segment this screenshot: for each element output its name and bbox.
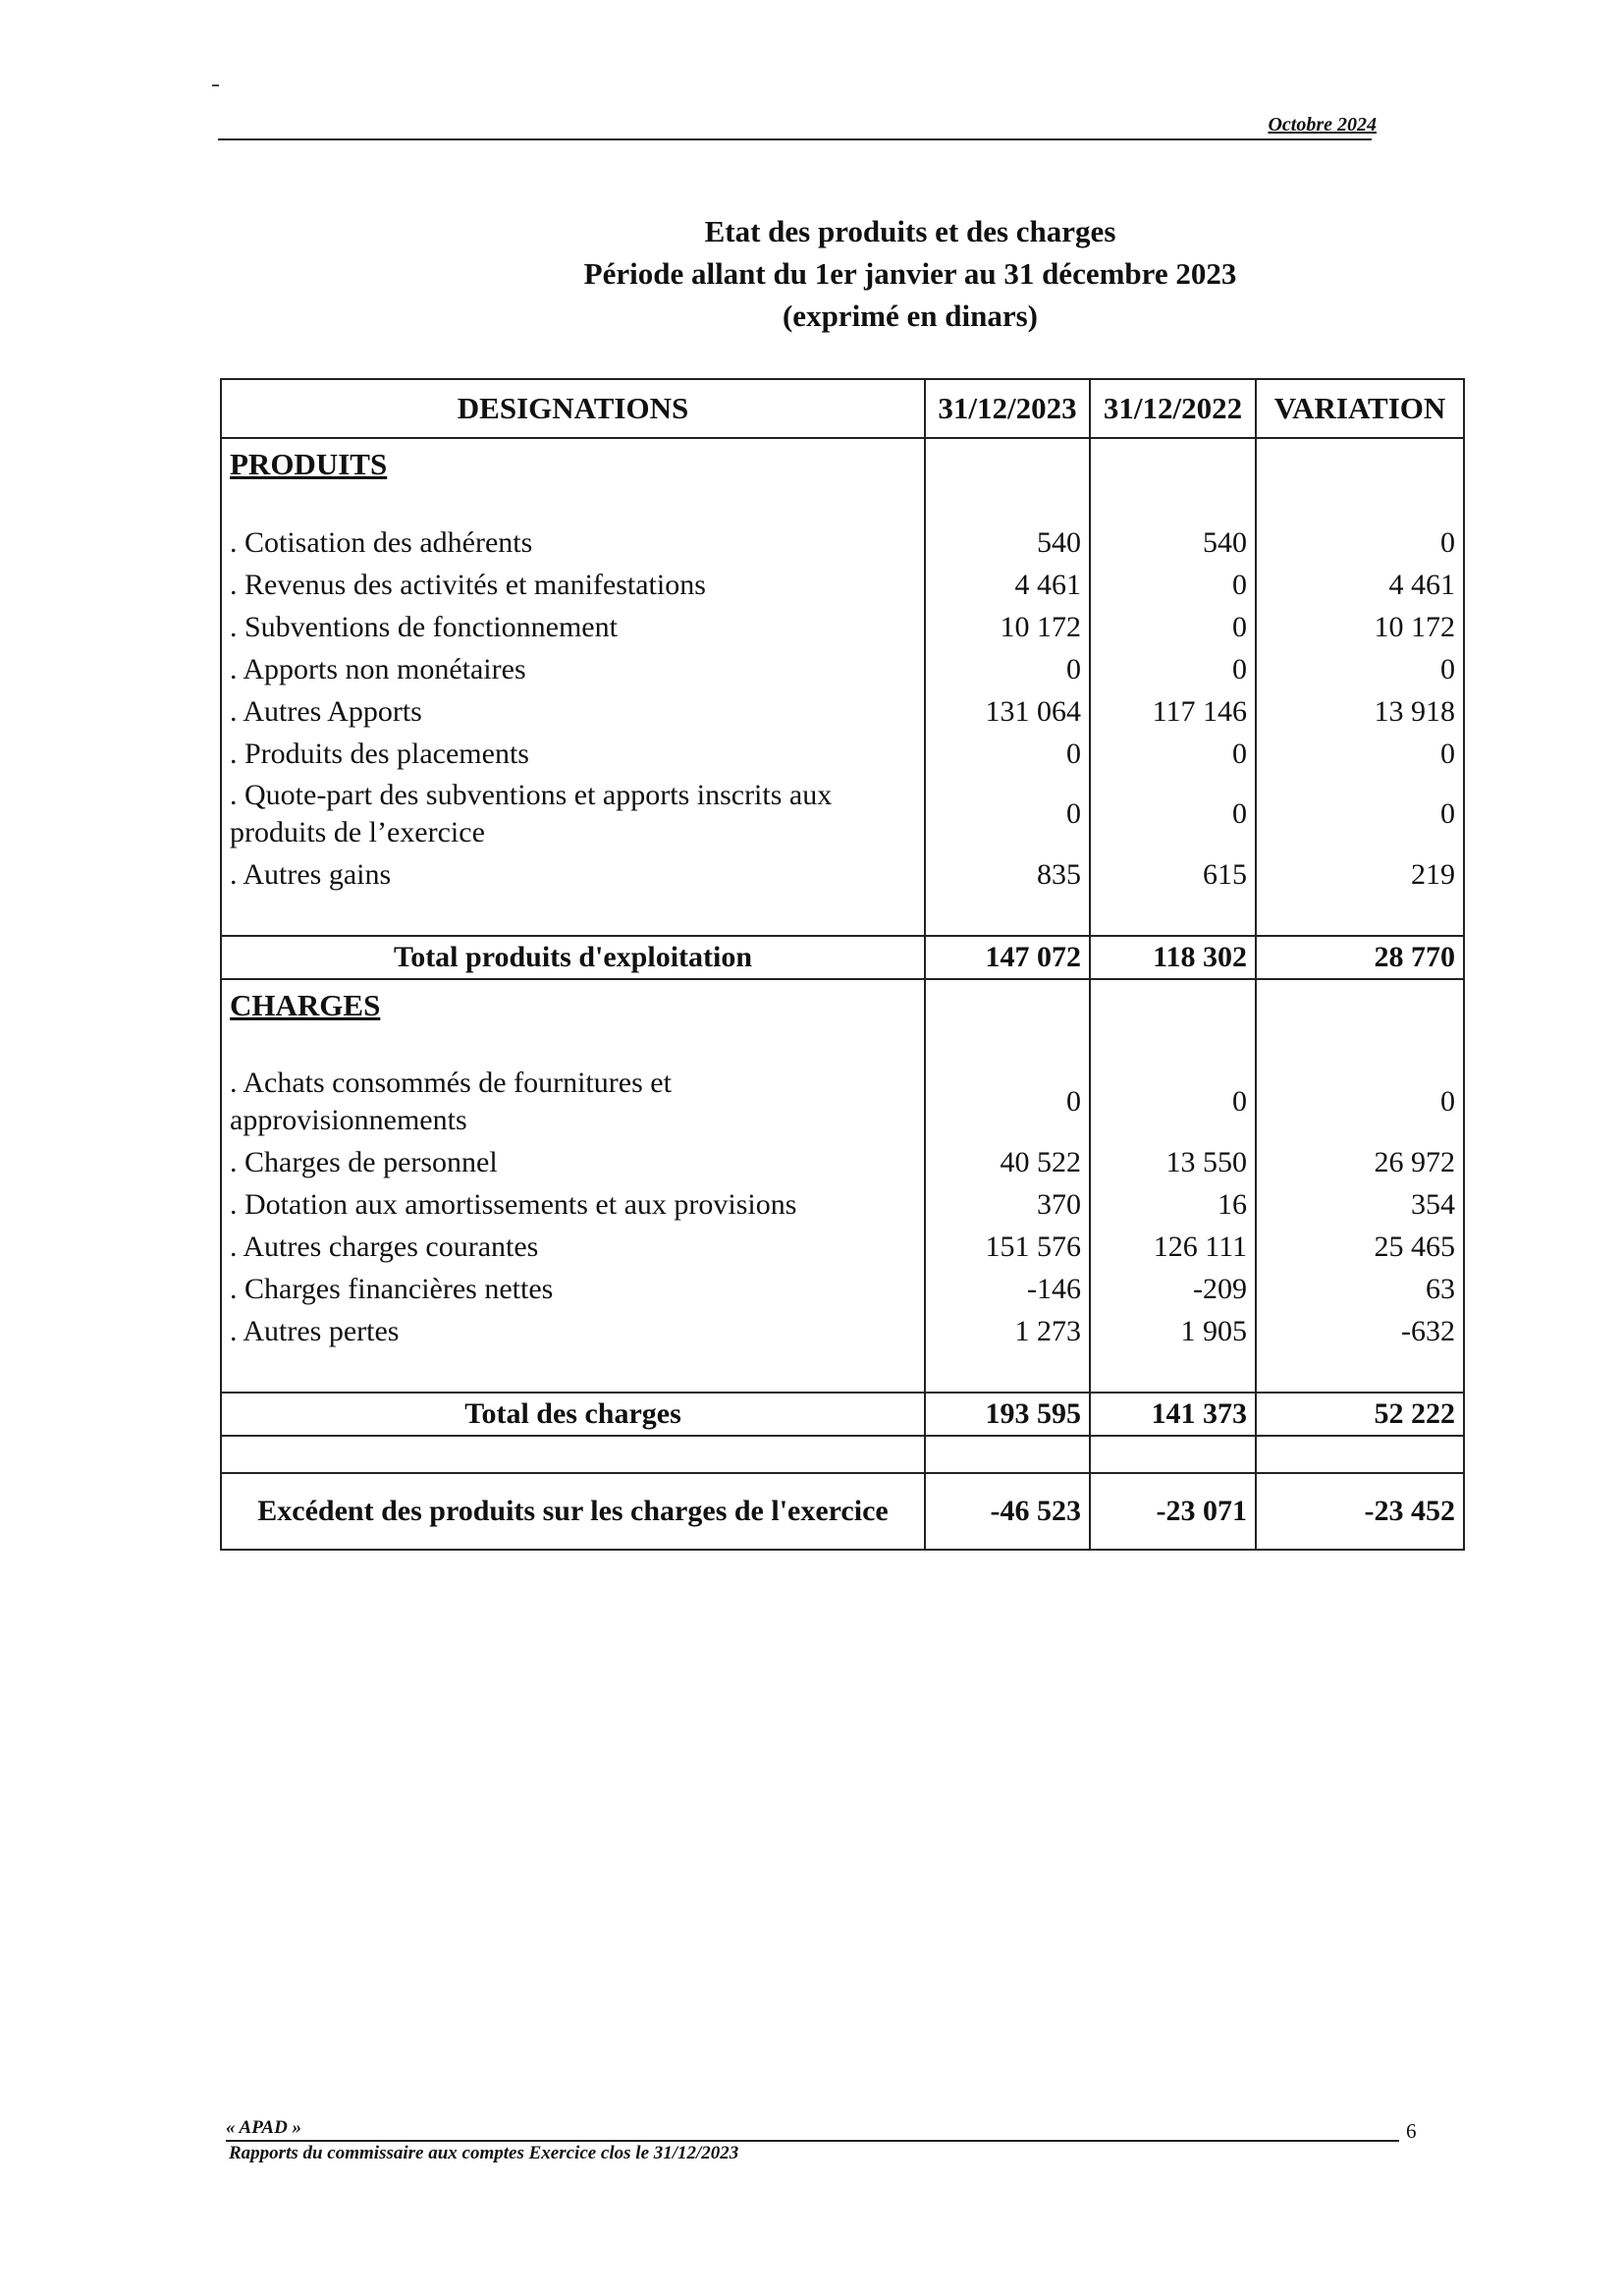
value-variation: 25 465 xyxy=(1256,1226,1464,1268)
result-variation: -23 452 xyxy=(1256,1473,1464,1550)
value-variation: 63 xyxy=(1256,1268,1464,1310)
page-title: Etat des produits et des charges xyxy=(704,214,1116,248)
row-label: . Quote-part des subventions et apports inscrits aux produits de l’exercice xyxy=(221,775,925,853)
row-label: . Cotisation des adhérents xyxy=(221,521,925,564)
total-row-charges xyxy=(221,1393,1464,1436)
section-title-produits: PRODUITS xyxy=(230,447,388,481)
result-2022: -23 071 xyxy=(1090,1473,1256,1550)
value-2023: 131 064 xyxy=(925,690,1090,733)
row-label: . Charges de personnel xyxy=(221,1141,925,1183)
section-title-charges: CHARGES xyxy=(230,988,381,1022)
value-2022: 117 146 xyxy=(1090,690,1256,733)
section-row-charges xyxy=(221,979,1464,1023)
row-label: . Achats consommés de fournitures et approvisionnements xyxy=(221,1063,925,1141)
section-row-produits xyxy=(221,438,1464,482)
total-2022: 141 373 xyxy=(1090,1393,1256,1436)
row-label: . Autres charges courantes xyxy=(221,1226,925,1268)
total-row-produits xyxy=(221,936,1464,979)
total-label: Total des charges xyxy=(221,1393,925,1436)
table-header-row xyxy=(221,379,1464,438)
title-block xyxy=(0,210,1624,337)
value-variation: 26 972 xyxy=(1256,1141,1464,1183)
value-2023: 40 522 xyxy=(925,1141,1090,1183)
value-2022: 126 111 xyxy=(1090,1226,1256,1268)
value-2022: 0 xyxy=(1090,1063,1256,1141)
value-2022: 16 xyxy=(1090,1183,1256,1226)
page-number: 6 xyxy=(1406,2119,1417,2143)
value-2023: 370 xyxy=(925,1183,1090,1226)
table-row xyxy=(221,775,1464,853)
value-2022: 615 xyxy=(1090,853,1256,896)
header-rule xyxy=(218,138,1372,140)
result-label: Excédent des produits sur les charges de l'exercice xyxy=(221,1473,925,1550)
value-2023: 540 xyxy=(925,521,1090,564)
value-variation: 10 172 xyxy=(1256,606,1464,648)
column-header-2022: 31/12/2022 xyxy=(1090,379,1256,438)
row-label: . Charges financières nettes xyxy=(221,1268,925,1310)
result-row xyxy=(221,1473,1464,1550)
total-2023: 193 595 xyxy=(925,1393,1090,1436)
table-row xyxy=(221,648,1464,690)
value-2023: 0 xyxy=(925,775,1090,853)
value-2022: 1 905 xyxy=(1090,1310,1256,1352)
footer-rule xyxy=(226,2140,1399,2142)
total-2023: 147 072 xyxy=(925,936,1090,979)
value-2023: 1 273 xyxy=(925,1310,1090,1352)
value-2022: -209 xyxy=(1090,1268,1256,1310)
value-2023: 0 xyxy=(925,733,1090,775)
table-row xyxy=(221,1183,1464,1226)
value-2023: -146 xyxy=(925,1268,1090,1310)
row-label: . Autres Apports xyxy=(221,690,925,733)
row-label: . Apports non monétaires xyxy=(221,648,925,690)
row-label: . Revenus des activités et manifestations xyxy=(221,564,925,606)
table-row xyxy=(221,1268,1464,1310)
row-label: . Subventions de fonctionnement xyxy=(221,606,925,648)
total-label: Total produits d'exploitation xyxy=(221,936,925,979)
result-2023: -46 523 xyxy=(925,1473,1090,1550)
header-date: Octobre 2024 xyxy=(1268,114,1377,136)
row-label: . Autres pertes xyxy=(221,1310,925,1352)
page-subtitle-period: Période allant du 1er janvier au 31 décembre 2023 xyxy=(583,256,1237,291)
value-variation: 219 xyxy=(1256,853,1464,896)
value-2023: 0 xyxy=(925,648,1090,690)
table-row xyxy=(221,690,1464,733)
value-variation: 0 xyxy=(1256,733,1464,775)
value-2023: 4 461 xyxy=(925,564,1090,606)
footer-organization: « APAD » xyxy=(226,2117,302,2138)
table-row xyxy=(221,564,1464,606)
footer-report-title: Rapports du commissaire aux comptes Exercice clos le 31/12/2023 xyxy=(229,2143,739,2163)
value-variation: 0 xyxy=(1256,521,1464,564)
column-header-2023: 31/12/2023 xyxy=(925,379,1090,438)
table-row xyxy=(221,521,1464,564)
value-variation: -632 xyxy=(1256,1310,1464,1352)
value-2022: 0 xyxy=(1090,606,1256,648)
table-row xyxy=(221,733,1464,775)
table-row xyxy=(221,606,1464,648)
total-2022: 118 302 xyxy=(1090,936,1256,979)
column-header-designations: DESIGNATIONS xyxy=(221,379,925,438)
value-2023: 0 xyxy=(925,1063,1090,1141)
value-variation: 13 918 xyxy=(1256,690,1464,733)
column-header-variation: VARIATION xyxy=(1256,379,1464,438)
scan-mark xyxy=(212,84,219,86)
value-2022: 0 xyxy=(1090,648,1256,690)
row-label: . Autres gains xyxy=(221,853,925,896)
value-variation: 4 461 xyxy=(1256,564,1464,606)
row-label: . Dotation aux amortissements et aux provisions xyxy=(221,1183,925,1226)
value-variation: 354 xyxy=(1256,1183,1464,1226)
page-subtitle-currency: (exprimé en dinars) xyxy=(782,299,1039,333)
table-row xyxy=(221,1063,1464,1141)
value-2022: 0 xyxy=(1090,775,1256,853)
total-variation: 28 770 xyxy=(1256,936,1464,979)
income-statement-table xyxy=(220,378,1465,1551)
value-variation: 0 xyxy=(1256,648,1464,690)
table-row xyxy=(221,853,1464,896)
value-2022: 0 xyxy=(1090,733,1256,775)
value-2022: 0 xyxy=(1090,564,1256,606)
value-variation: 0 xyxy=(1256,1063,1464,1141)
value-2023: 10 172 xyxy=(925,606,1090,648)
value-2022: 13 550 xyxy=(1090,1141,1256,1183)
table-row xyxy=(221,1141,1464,1183)
value-variation: 0 xyxy=(1256,775,1464,853)
value-2023: 151 576 xyxy=(925,1226,1090,1268)
value-2023: 835 xyxy=(925,853,1090,896)
value-2022: 540 xyxy=(1090,521,1256,564)
row-label: . Produits des placements xyxy=(221,733,925,775)
total-variation: 52 222 xyxy=(1256,1393,1464,1436)
empty-row xyxy=(221,1436,1464,1473)
table-row xyxy=(221,1226,1464,1268)
table-row xyxy=(221,1310,1464,1352)
